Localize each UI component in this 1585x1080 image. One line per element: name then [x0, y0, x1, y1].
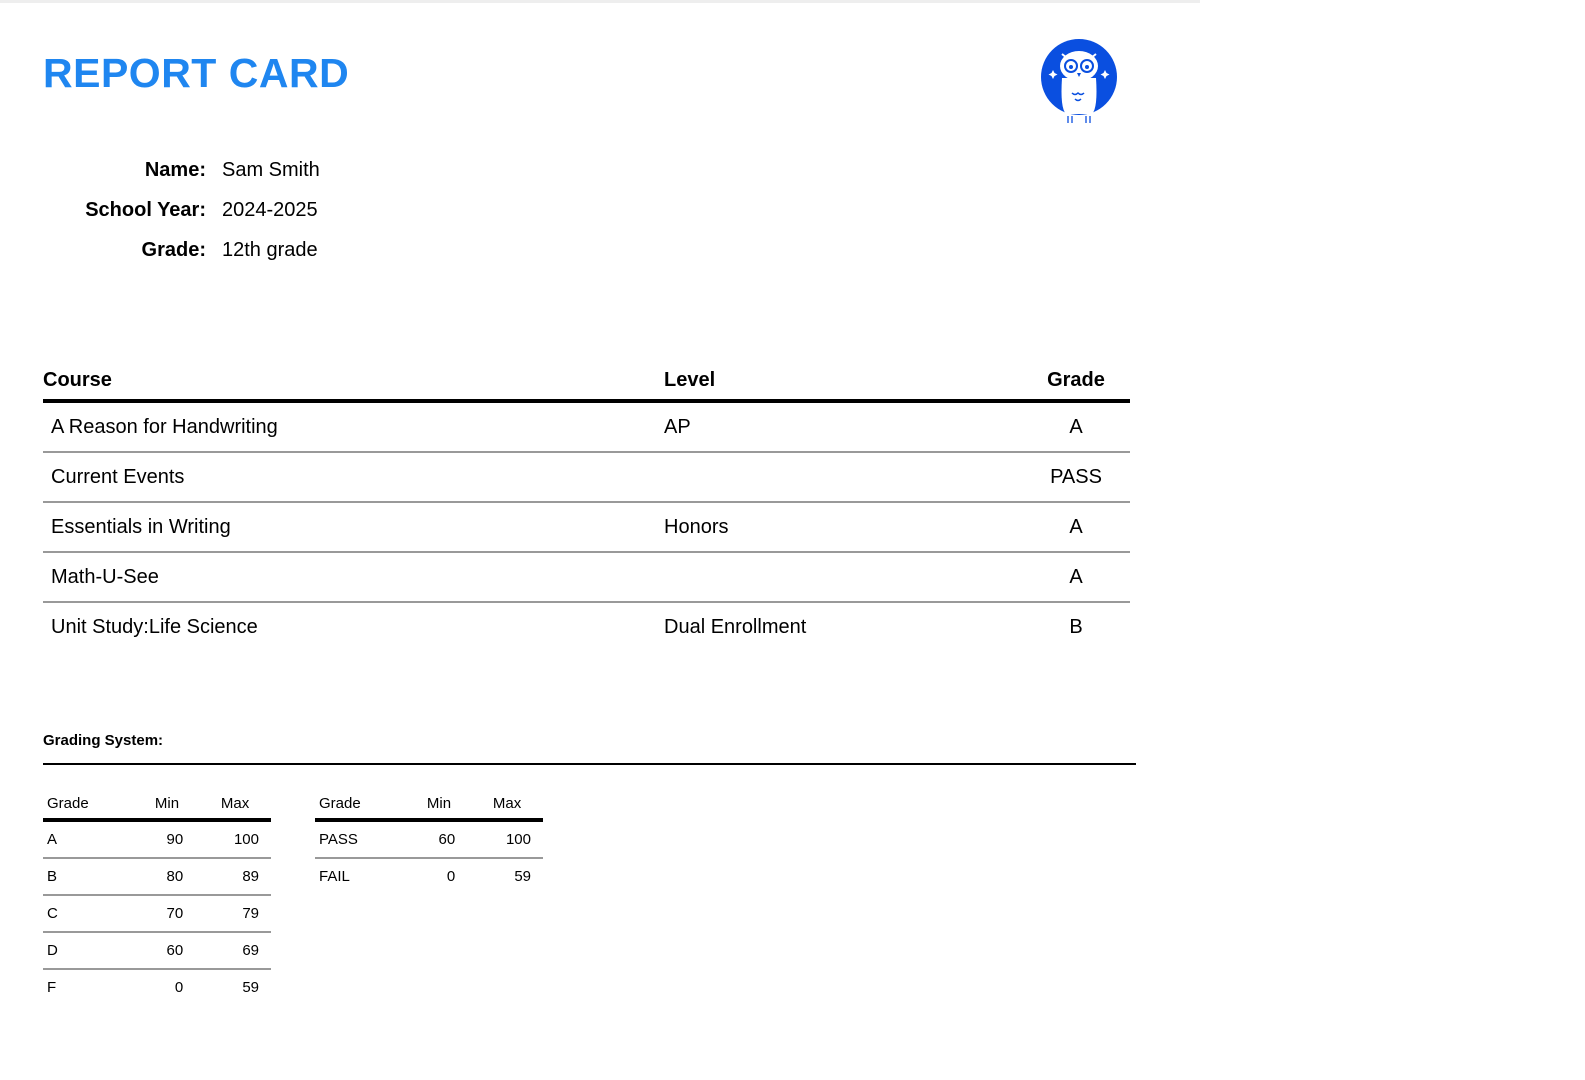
student-info: [43, 150, 320, 270]
table-row: [315, 858, 543, 894]
table-row: [315, 820, 543, 858]
table-row: [43, 602, 1130, 651]
course-grade: PASS: [1022, 452, 1130, 502]
courses-table: [43, 366, 1130, 651]
letter-grade-scale-table: [43, 788, 271, 1005]
max: 59: [514, 868, 531, 885]
max: 100: [467, 820, 543, 858]
max: 100: [195, 820, 271, 858]
table-row: [43, 452, 1130, 502]
course-name: Essentials in Writing: [43, 502, 656, 552]
course-level: [656, 452, 1022, 502]
grade: C: [43, 895, 135, 932]
max: 59: [242, 979, 259, 996]
course-level: AP: [656, 401, 1022, 452]
header-max: Max: [195, 788, 271, 820]
min: 70: [135, 895, 195, 932]
header-grade: Grade: [43, 788, 135, 820]
grade: D: [43, 932, 135, 969]
header-min: Min: [135, 788, 195, 820]
grade: B: [43, 858, 135, 895]
header-grade: Grade: [1022, 366, 1130, 401]
grade: FAIL: [319, 868, 350, 885]
course-grade: B: [1069, 615, 1083, 638]
min: 80: [135, 858, 195, 895]
min: 60: [407, 820, 467, 858]
max: 69: [195, 932, 271, 969]
course-grade: A: [1022, 502, 1130, 552]
name-label: Name:: [144, 158, 206, 181]
owl-logo-icon: [1040, 38, 1118, 124]
min: 0: [446, 868, 456, 885]
min: 60: [135, 932, 195, 969]
pass-fail-scale-table: [315, 788, 543, 894]
grade-label: Grade:: [141, 238, 206, 261]
table-row: [43, 820, 271, 858]
table-row: [43, 401, 1130, 452]
min: 90: [135, 820, 195, 858]
course-name: Math-U-See: [43, 552, 656, 602]
student-name: Sam Smith: [222, 158, 320, 181]
grading-system-label: Grading System:: [43, 732, 164, 749]
table-row: [43, 895, 271, 932]
header-max: Max: [467, 788, 543, 820]
max: 79: [195, 895, 271, 932]
grade: PASS: [315, 820, 407, 858]
header-min: Min: [407, 788, 467, 820]
page-title: REPORT CARD: [43, 50, 350, 96]
course-level: [656, 552, 1022, 602]
course-name: Unit Study:Life Science: [51, 615, 258, 638]
table-row: [43, 552, 1130, 602]
course-level: Dual Enrollment: [664, 615, 807, 638]
school-year-label: School Year:: [85, 198, 206, 221]
course-name: A Reason for Handwriting: [43, 401, 656, 452]
table-row: [43, 858, 271, 895]
course-level: Honors: [656, 502, 1022, 552]
course-grade: A: [1022, 401, 1130, 452]
divider: [43, 763, 1136, 765]
max: 89: [195, 858, 271, 895]
school-year: 2024-2025: [222, 198, 318, 221]
table-row: [43, 969, 271, 1005]
grade: A: [43, 820, 135, 858]
table-row: [43, 502, 1130, 552]
min: 0: [174, 979, 184, 996]
header-level: Level: [656, 366, 1022, 401]
grade-level: 12th grade: [222, 238, 318, 261]
grade: F: [47, 979, 57, 996]
header-grade: Grade: [315, 788, 407, 820]
header-course: Course: [43, 366, 656, 401]
course-name: Current Events: [43, 452, 656, 502]
course-grade: A: [1022, 552, 1130, 602]
top-bar: [0, 0, 1200, 3]
table-row: [43, 932, 271, 969]
